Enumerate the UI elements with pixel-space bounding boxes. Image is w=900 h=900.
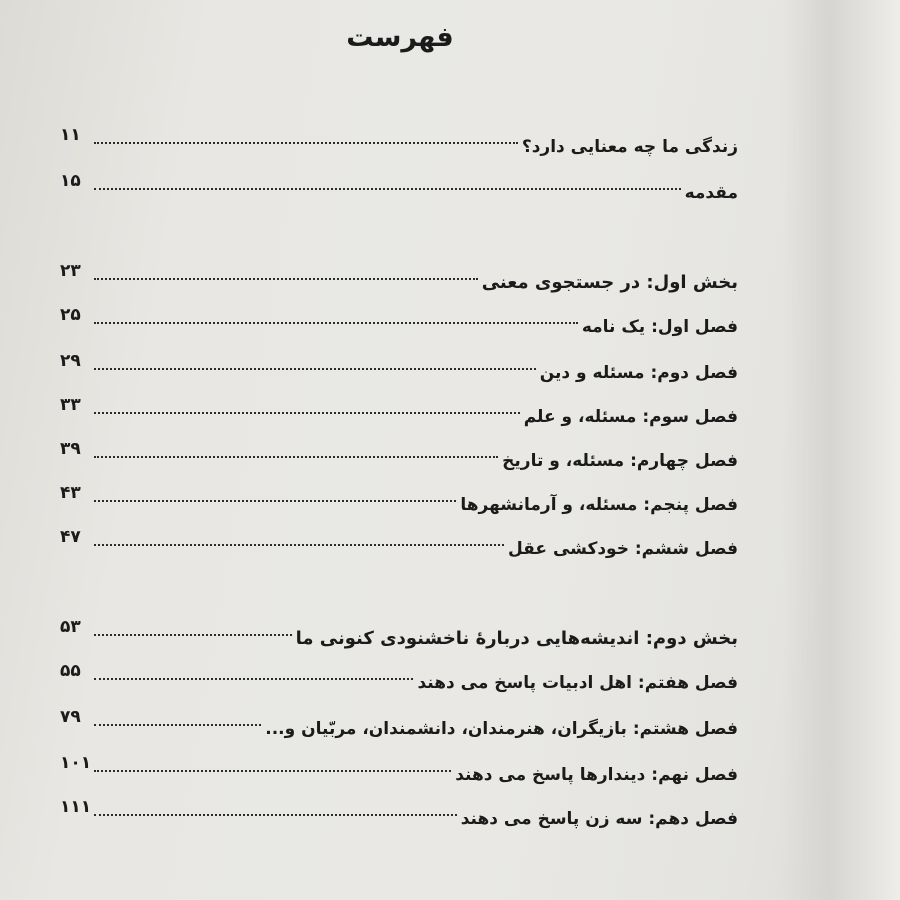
- leader-dots: [94, 724, 261, 726]
- leader-dots: [94, 500, 456, 502]
- leader-dots: [94, 456, 498, 458]
- toc-entry-title: فصل هشتم: بازیگران، هنرمندان، دانشمندان، مربّیان و...: [265, 719, 738, 739]
- toc-entry-page: ۱۵: [60, 171, 81, 191]
- leader-dots: [94, 188, 681, 190]
- toc-entry-page: ۴۳: [60, 483, 81, 503]
- toc-entry: [60, 753, 738, 786]
- leader-dots: [94, 770, 451, 772]
- toc-heading: فهرست: [346, 22, 454, 53]
- toc-part-entry: [60, 617, 738, 650]
- toc-entry-page: ۳۳: [60, 395, 81, 415]
- leader-dots: [94, 322, 578, 324]
- toc-entry: [60, 305, 738, 338]
- toc-entry: [60, 125, 738, 158]
- toc-entry: [60, 797, 738, 830]
- leader-dots: [94, 278, 478, 280]
- toc-entry: [60, 483, 738, 516]
- toc-entry-title: فصل چهارم: مسئله، و تاریخ: [502, 451, 738, 471]
- toc-entry-page: ۱۰۱: [60, 753, 92, 773]
- toc-entry: [60, 351, 738, 384]
- toc-entry-title: زندگی ما چه معنایی دارد؟: [521, 137, 738, 157]
- leader-dots: [94, 814, 457, 816]
- toc-entry-page: ۷۹: [60, 707, 81, 727]
- toc-entry-page: ۴۷: [60, 527, 81, 547]
- toc-entry: [60, 439, 738, 472]
- toc-entry-title: مقدمه: [684, 183, 738, 203]
- toc-entry-page: ۲۹: [60, 351, 81, 371]
- leader-dots: [94, 368, 536, 370]
- toc-entry: [60, 527, 738, 560]
- toc-entry-title: فصل هفتم: اهل ادبیات پاسخ می دهند: [417, 673, 738, 693]
- leader-dots: [94, 678, 413, 680]
- toc-entry-page: ۵۳: [60, 617, 81, 637]
- leader-dots: [94, 544, 504, 546]
- toc-entry-title: فصل دهم: سه زن پاسخ می دهند: [460, 809, 738, 829]
- toc-entry-page: ۲۳: [60, 261, 81, 281]
- leader-dots: [94, 634, 292, 636]
- toc-entry: [60, 171, 738, 204]
- toc-entry-title: بخش دوم: اندیشه‌هایی دربارهٔ ناخشنودی کنونی ما: [295, 628, 738, 649]
- toc-entry-title: فصل پنجم: مسئله، و آرمانشهرها: [460, 495, 738, 515]
- toc-entry-title: فصل نهم: دیندارها پاسخ می دهند: [455, 765, 738, 785]
- toc-entry: [60, 395, 738, 428]
- toc-entry-title: بخش اول: در جستجوی معنی: [481, 272, 738, 293]
- toc-entry: [60, 707, 738, 740]
- toc-entry-page: ۲۵: [60, 305, 81, 325]
- toc-entry-title: فصل ششم: خودکشی عقل: [508, 539, 738, 559]
- toc-entry-title: فصل دوم: مسئله و دین: [539, 363, 738, 383]
- toc-entry-page: ۵۵: [60, 661, 81, 681]
- toc-entry-page: ۱۱۱: [60, 797, 92, 817]
- leader-dots: [94, 412, 520, 414]
- toc-entry: [60, 661, 738, 694]
- page-edge: [782, 0, 900, 900]
- toc-entry-page: ۳۹: [60, 439, 81, 459]
- toc-part-entry: [60, 261, 738, 294]
- toc-entry-title: فصل سوم: مسئله، و علم: [523, 407, 738, 427]
- toc-entry-page: ۱۱: [60, 125, 81, 145]
- toc-entry-title: فصل اول: یک نامه: [581, 317, 738, 337]
- leader-dots: [94, 142, 518, 144]
